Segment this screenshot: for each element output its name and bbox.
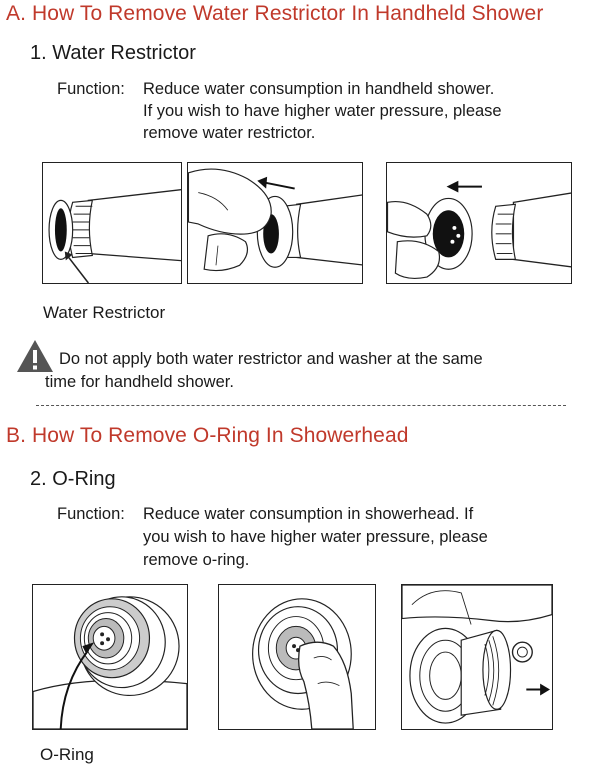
diagram-o-ring-location xyxy=(32,584,188,730)
arrow-right-icon xyxy=(540,684,550,696)
function-line: you wish to have higher water pressure, please xyxy=(143,528,488,546)
showerhead-o-ring-illustration xyxy=(33,585,187,729)
diagram-restrictor-grip xyxy=(187,162,363,284)
warning-line: Do not apply both water restrictor and washer at the same xyxy=(59,350,483,368)
function-line: remove water restrictor. xyxy=(143,124,316,142)
warning-line: time for handheld shower. xyxy=(45,373,234,391)
arrow-left-icon xyxy=(447,181,459,193)
function-line: If you wish to have higher water pressure, please xyxy=(143,102,502,120)
diagram-o-ring-removed xyxy=(401,584,553,730)
function-block-a xyxy=(57,78,577,148)
pulling-restrictor-illustration xyxy=(188,163,362,283)
section-divider xyxy=(36,405,566,406)
function-line: remove o-ring. xyxy=(143,551,250,569)
water-restrictor-heading: 1. Water Restrictor xyxy=(30,42,196,64)
section-b-title: B. How To Remove O-Ring In Showerhead xyxy=(6,424,409,447)
function-block-b xyxy=(57,503,577,573)
section-a-title: A. How To Remove Water Restrictor In Handheld Shower xyxy=(6,2,544,25)
diagram-restrictor-removed xyxy=(386,162,572,284)
function-line: Reduce water consumption in showerhead. If xyxy=(143,505,474,523)
handheld-restrictor-illustration xyxy=(43,163,181,283)
o-ring-label: O-Ring xyxy=(40,745,94,764)
diagram-restrictor-location xyxy=(42,162,182,284)
warning-icon xyxy=(16,339,54,373)
pressing-o-ring-illustration xyxy=(219,585,375,729)
function-label: Function: xyxy=(57,505,125,523)
water-restrictor-label: Water Restrictor xyxy=(43,303,166,322)
o-ring-removed-illustration xyxy=(402,585,552,729)
warning-text xyxy=(45,348,589,394)
restrictor-removed-illustration xyxy=(387,163,571,283)
function-line: Reduce water consumption in handheld shower. xyxy=(143,80,495,98)
diagram-o-ring-press xyxy=(218,584,376,730)
function-label: Function: xyxy=(57,80,125,98)
o-ring-heading: 2. O-Ring xyxy=(30,468,116,490)
